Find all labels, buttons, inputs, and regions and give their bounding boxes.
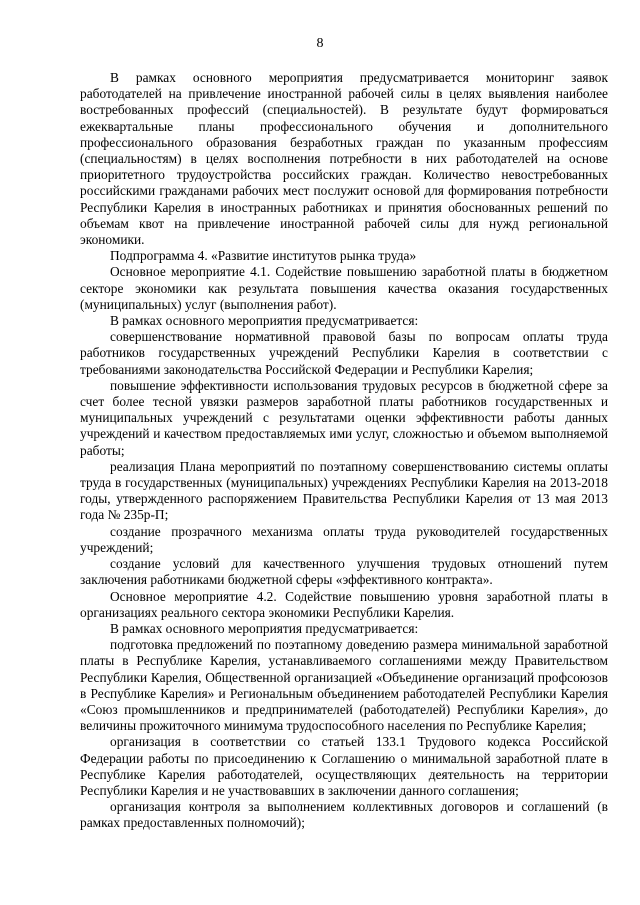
paragraph: Основное мероприятие 4.1. Содействие повышению заработной платы в бюджетном секторе экономики как результата повышения качества оказания государственных (муниципальных) услуг (выполнения работ). (80, 264, 608, 312)
paragraph: создание прозрачного механизма оплаты труда руководителей государственных учреждений; (80, 523, 608, 555)
subprogram-heading: Подпрограмма 4. «Развитие институтов рынка труда» (110, 248, 417, 264)
paragraph: организация контроля за выполнением коллективных договоров и соглашений (в рамках предоставленных полномочий); (80, 799, 608, 831)
paragraph: В рамках основного мероприятия предусматривается мониторинг заявок работодателей на привлечение иностранной рабочей силы в целях выявления наиболее востребованных профессий (специальностей). В результате будут формироваться ежеквартальные планы профессионального обучения и дополнительного профессионального образования безработных граждан по указанным профессиям (специальностям) в целях восполнения потребности в них работодателей на основе приоритетного трудоустройства российских граждан. Количество невостребованных российскими гражданами рабочих мест послужит основой для формирования потребности Республики Карелия в иностранных работниках и принятия обоснованных решений по объемам квот на привлечение иностранной рабочей силы для нужд региональной экономики. (80, 70, 608, 248)
paragraph: повышение эффективности использования трудовых ресурсов в бюджетной сфере за счет более тесной увязки размеров заработной платы работников государственных и муниципальных учреждений с результатами оценки эффективности работы данных учреждений и качеством предоставляемых ими услуг, сложностью и объемом выполняемой работы; (80, 377, 608, 458)
document-body (80, 70, 608, 832)
paragraph: создание условий для качественного улучшения трудовых отношений путем заключения работниками бюджетной сферы «эффективного контракта». (80, 556, 608, 588)
paragraph: В рамках основного мероприятия предусматривается: (110, 620, 419, 636)
paragraph: подготовка предложений по поэтапному доведению размера минимальной заработной платы в Республике Карелия, устанавливаемого соглашениями между Правительством Республики Карелия, Общественной организацией «Объединение организаций профсоюзов в Республике Карелия» и Региональным объединением работодателей Республики Карелия «Союз промышленников и предпринимателей (работодателей) Республики Карелия», до величины прожиточного минимума трудоспособного населения по Республике Карелия; (80, 637, 608, 734)
paragraph: реализация Плана мероприятий по поэтапному совершенствованию системы оплаты труда в государственных (муниципальных) учреждениях Республики Карелия на 2013-2018 годы, утвержденного распоряжением Правительства Республики Карелия от 13 мая 2013 года № 235р-П; (80, 458, 608, 523)
paragraph: совершенствование нормативной правовой базы по вопросам оплаты труда работников государственных учреждений Республики Карелия в соответствии с требованиями законодательства Российской Федерации и Республики Карелия; (80, 329, 608, 377)
paragraph: В рамках основного мероприятия предусматривается: (110, 313, 419, 329)
paragraph: Основное мероприятие 4.2. Содействие повышению уровня заработной платы в организациях реального сектора экономики Республики Карелия. (80, 588, 608, 620)
paragraph: организация в соответствии со статьей 133.1 Трудового кодекса Российской Федерации работы по присоединению к Соглашению о минимальной заработной плате в Республике Карелия работодателей, осуществляющих деятельность на территории Республики Карелия и не участвовавших в заключении данного соглашения; (80, 734, 608, 798)
page-number: 8 (316, 36, 324, 51)
